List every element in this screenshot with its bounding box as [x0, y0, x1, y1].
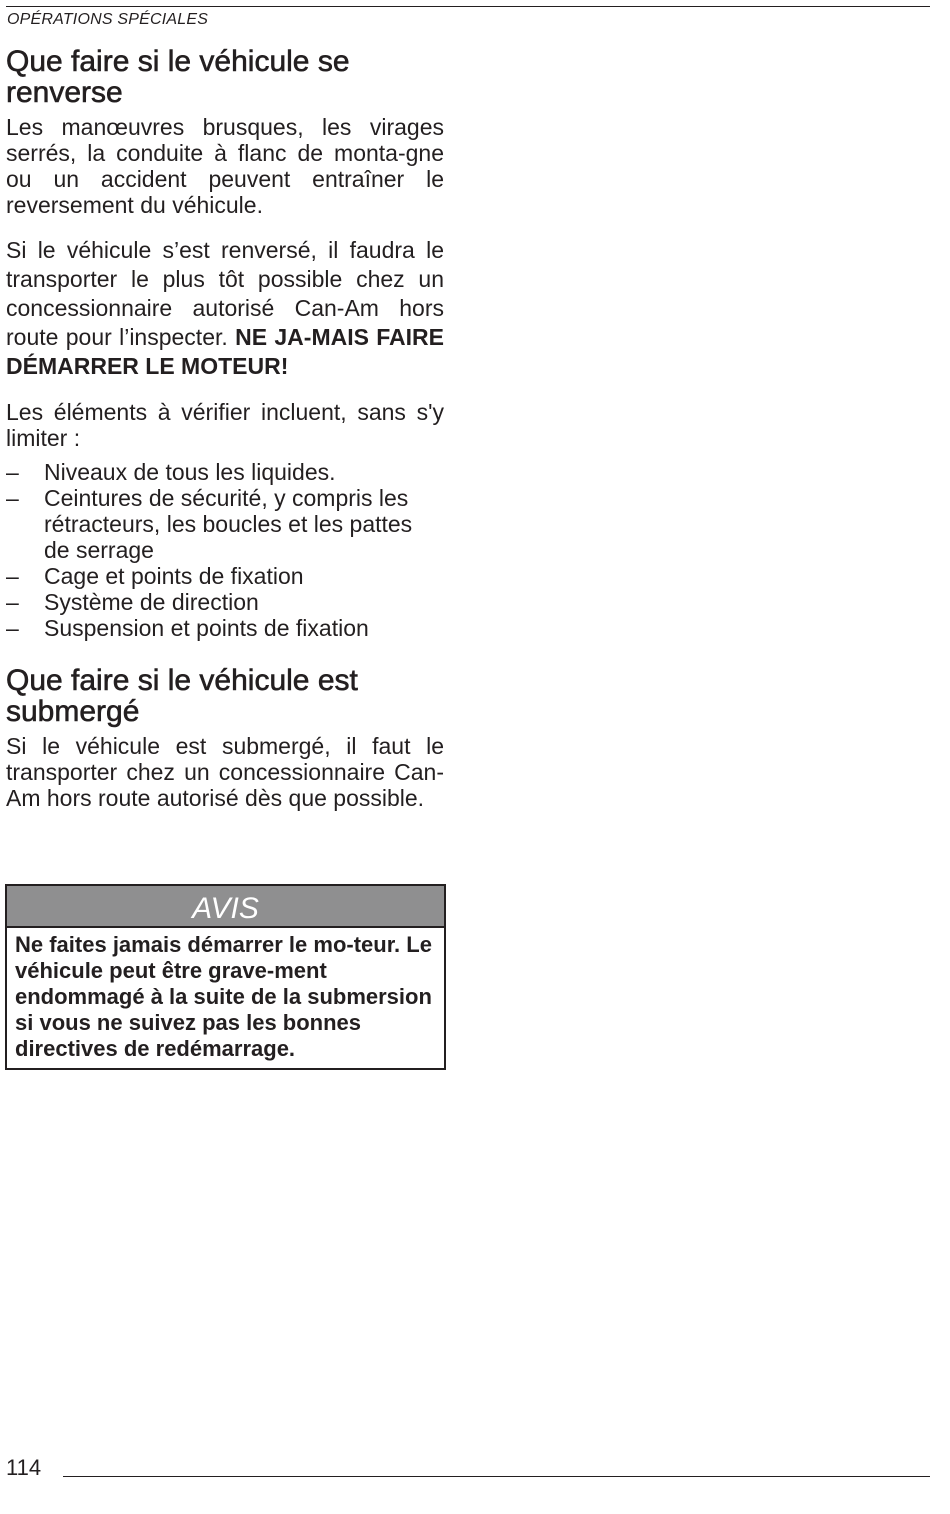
- page-number: 114: [6, 1455, 42, 1480]
- running-head: OPÉRATIONS SPÉCIALES: [7, 11, 209, 28]
- rollover-warning-text: NE JA-MAIS FAIRE DÉMARRER LE MOTEUR!: [6, 324, 445, 379]
- section-title-rollover-line2: renverse: [6, 76, 123, 109]
- footer-rule: [63, 1476, 930, 1477]
- list-dash: –: [6, 459, 19, 485]
- list-item: – Ceintures de sécurité, y compris les rétracteurs, les boucles et les pattes de serrage: [6, 485, 413, 563]
- rollover-paragraph-causes: Les manœuvres brusques, les virages serrés, la conduite à flanc de monta-gne ou un accident peuvent entraîner le reversement du véhicule.: [6, 114, 444, 218]
- notice-box: [5, 884, 446, 1070]
- list-item: – Système de direction: [6, 589, 259, 615]
- section-title-submerged: [6, 665, 444, 727]
- main-column: [6, 46, 444, 829]
- list-dash: –: [6, 485, 19, 511]
- header-rule: [6, 6, 930, 7]
- rollover-paragraph-checklist-intro: Les éléments à vérifier incluent, sans s'y limiter :: [6, 399, 444, 451]
- notice-body: Ne faites jamais démarrer le mo-teur. Le véhicule peut être grave-ment endommagé à la suite de la submersion si vous ne suivez pas les bonnes directives de redémarrage.: [15, 932, 432, 1061]
- list-item: – Cage et points de fixation: [6, 563, 304, 589]
- list-dash: –: [6, 615, 19, 641]
- section-title-submerged-line2: submergé: [6, 695, 140, 728]
- list-item: – Niveaux de tous les liquides.: [6, 459, 336, 485]
- section-title-submerged-line1: Que faire si le véhicule est: [6, 664, 358, 697]
- section-title-rollover: [6, 46, 444, 108]
- rollover-inspection-text: Si le véhicule s’est renversé, il faudra le transporter le plus tôt possible chez un concessionnaire autorisé Can-Am hors route pour l’inspecter.: [6, 237, 444, 350]
- notice-heading: AVIS: [7, 886, 444, 928]
- rollover-paragraph-inspection: [6, 236, 444, 381]
- list-item: – Suspension et points de fixation: [6, 615, 369, 641]
- rollover-checklist: [6, 459, 444, 641]
- section-submerged: [6, 665, 444, 811]
- section-title-rollover-line1: Que faire si le véhicule se: [6, 45, 350, 78]
- list-dash: –: [6, 589, 19, 615]
- submerged-paragraph: Si le véhicule est submergé, il faut le transporter chez un concessionnaire Can-Am hors route autorisé dès que possible.: [6, 733, 444, 811]
- list-dash: –: [6, 563, 19, 589]
